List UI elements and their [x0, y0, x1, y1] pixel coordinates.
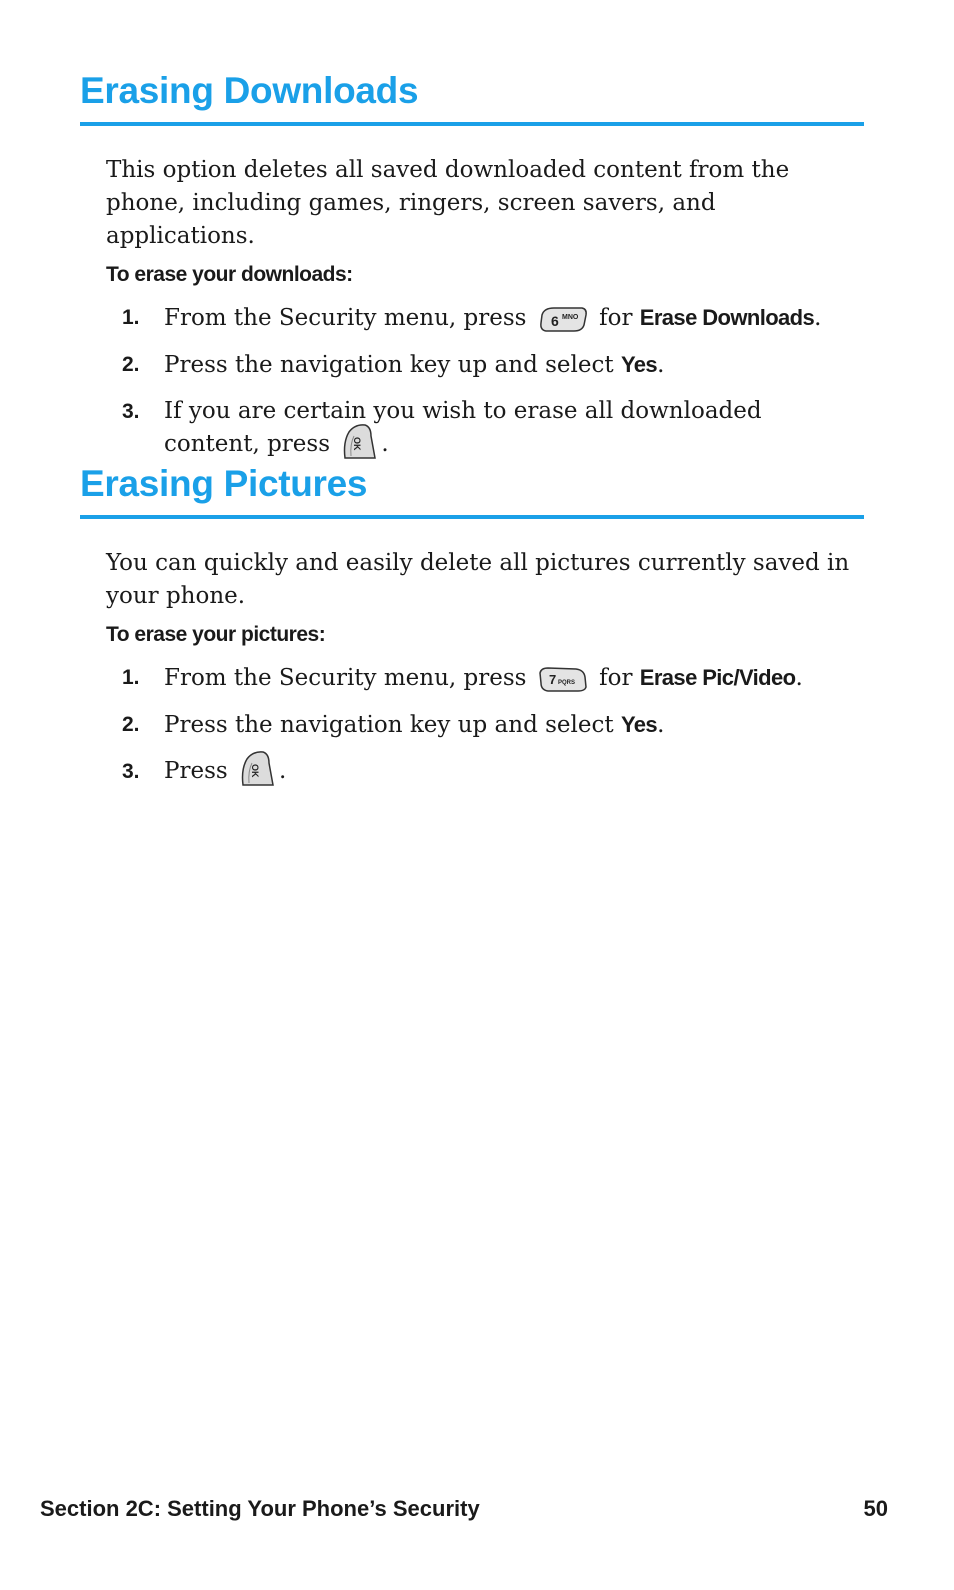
step-item: [122, 661, 854, 695]
menu-option-label: Yes: [620, 351, 658, 377]
procedure-subheading: To erase your pictures:: [106, 622, 326, 646]
step-text: Press: [164, 757, 228, 784]
step-number: 1.: [122, 305, 140, 329]
step-number: 2.: [122, 352, 140, 376]
page-footer: [40, 1496, 888, 1522]
steps-list: [122, 301, 864, 461]
key-digit: 7: [548, 671, 557, 687]
key-ok-label: OK: [250, 763, 261, 778]
key-letters: MNO: [561, 313, 579, 321]
step-number: 3.: [122, 759, 140, 783]
step-number: 3.: [122, 399, 140, 423]
ok-key-icon: [239, 749, 275, 787]
step-period: .: [657, 711, 665, 738]
step-item: [122, 395, 854, 461]
step-text-mid: for: [599, 664, 633, 691]
step-text-mid: for: [599, 304, 633, 331]
step-period: .: [814, 304, 822, 331]
key-ok-label: OK: [352, 436, 363, 451]
section-heading: Erasing Pictures: [80, 463, 864, 519]
step-item: [122, 301, 854, 335]
ok-key-icon: [341, 422, 377, 460]
step-period: .: [279, 757, 287, 784]
menu-option-label: Yes: [620, 711, 658, 737]
step-number: 2.: [122, 712, 140, 736]
step-item: [122, 348, 854, 382]
step-number: 1.: [122, 665, 140, 689]
key-letters: PQRS: [557, 679, 575, 686]
step-text: If you are certain you wish to erase all downloaded content, press: [164, 397, 762, 457]
seven-pqrs-key-icon: [538, 665, 588, 693]
step-period: .: [657, 351, 665, 378]
intro-paragraph: This option deletes all saved downloaded content from the phone, including games, ringers, screen savers, and applications.: [106, 156, 790, 249]
steps-list: [122, 661, 864, 788]
step-text: Press the navigation key up and select: [164, 711, 614, 738]
page-number: 50: [863, 1496, 888, 1521]
step-period: .: [381, 430, 389, 457]
step-period: .: [795, 664, 803, 691]
step-item: [122, 708, 854, 742]
step-text: From the Security menu, press: [164, 304, 527, 331]
footer-section-title: Section 2C: Setting Your Phone’s Security: [40, 1496, 480, 1521]
six-mno-key-icon: [538, 305, 588, 333]
section-erasing-pictures: [80, 463, 864, 801]
step-text: Press the navigation key up and select: [164, 351, 614, 378]
key-digit: 6: [550, 312, 559, 329]
menu-option-label: Erase Pic/Video: [639, 664, 796, 690]
step-text: From the Security menu, press: [164, 664, 527, 691]
procedure-subheading: To erase your downloads:: [106, 262, 353, 286]
intro-paragraph: You can quickly and easily delete all pictures currently saved in your phone.: [106, 549, 850, 609]
step-item: [122, 755, 854, 788]
menu-option-label: Erase Downloads: [639, 304, 815, 330]
section-erasing-downloads: [80, 70, 864, 474]
section-heading: Erasing Downloads: [80, 70, 864, 126]
